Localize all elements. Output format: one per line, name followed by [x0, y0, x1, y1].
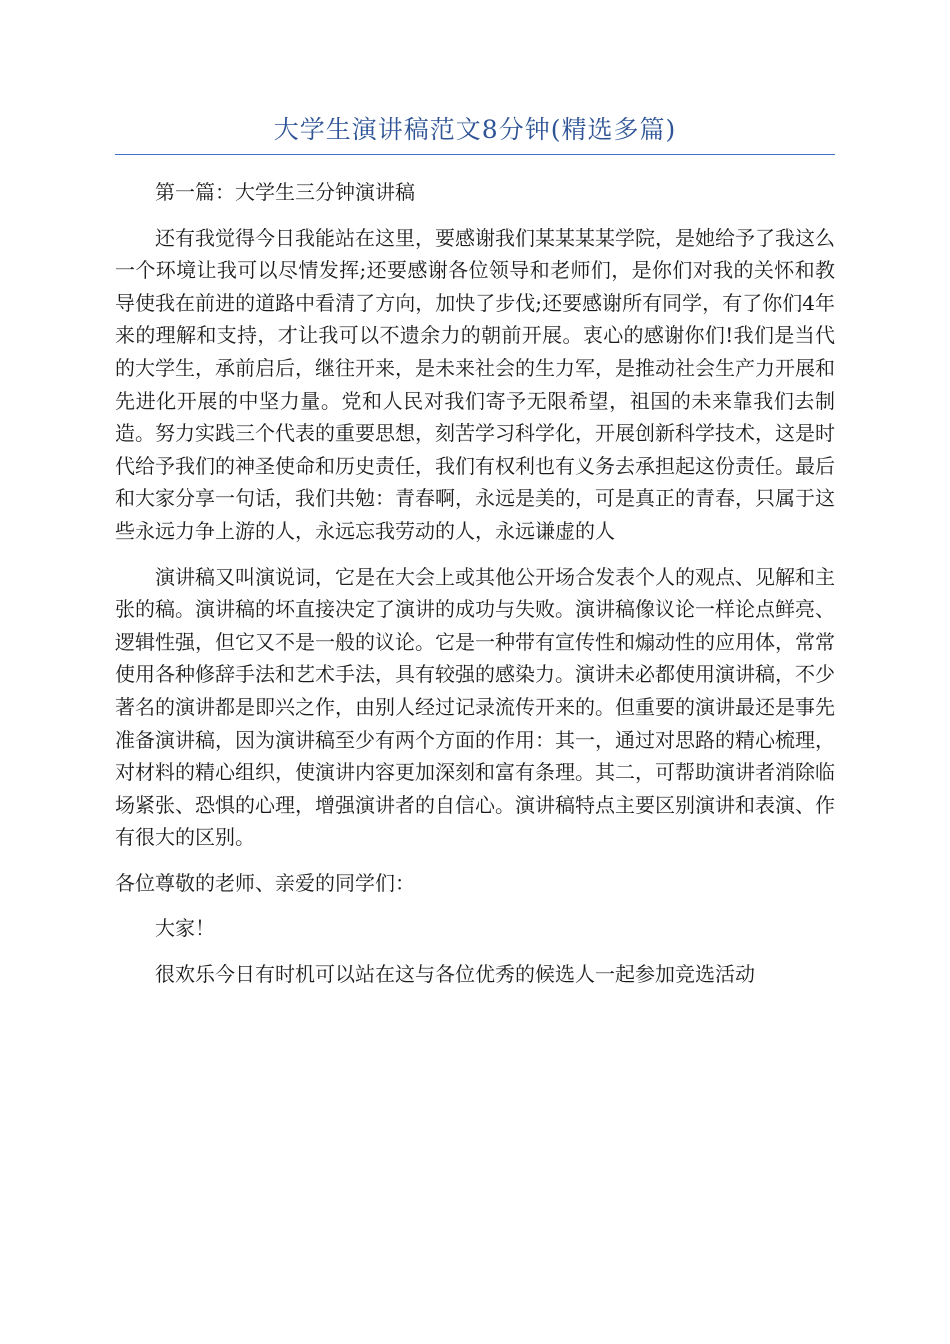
document-title: 大学生演讲稿范文8分钟(精选多篇)	[273, 115, 677, 144]
body-paragraph: 演讲稿又叫演说词，它是在大会上或其他公开场合发表个人的观点、见解和主张的稿。演讲稿的坏直接决定了演讲的成功与失败。演讲稿像议论一样论点鲜亮、逻辑性强，但它又不是一般的议论。它是一种带有宣传性和煽动性的应用体，常常使用各种修辞手法和艺术手法，具有较强的感染力。演讲未必都使用演讲稿，不少著名的演讲都是即兴之作，由别人经过记录流传开来的。但重要的演讲最还是事先准备演讲稿，因为演讲稿至少有两个方面的作用：其一，通过对思路的精心梳理，对材料的精心组织，使演讲内容更加深刻和富有条理。其二，可帮助演讲者消除临场紧张、恐惧的心理，增强演讲者的自信心。演讲稿特点主要区别演讲和表演、作有很大的区别。	[115, 564, 835, 850]
body-paragraph: 还有我觉得今日我能站在这里，要感谢我们某某某某学院，是她给予了我这么一个环境让我可以尽情发挥;还要感谢各位领导和老师们，是你们对我的关怀和教导使我在前进的道路中看清了方向，加快了步伐;还要感谢所有同学，有了你们4年来的理解和支持，才让我可以不遗余力的朝前开展。衷心的感谢你们!我们是当代的大学生，承前启后，继往开来，是未来社会的生力军，是推动社会生产力开展和先进化开展的中坚力量。党和人民对我们寄予无限希望，祖国的未来靠我们去制造。努力实践三个代表的重要思想，刻苦学习科学化，开展创新科学技术，这是时代给予我们的神圣使命和历史责任，我们有权利也有义务去承担起这份责任。最后和大家分享一句话，我们共勉：青春啊，永远是美的，可是真正的青春，只属于这些永远力争上游的人，永远忘我劳动的人，永远谦虚的人	[115, 225, 835, 543]
salutation: 各位尊敬的老师、亲爱的同学们：	[115, 870, 415, 895]
greeting: 大家！	[155, 916, 215, 941]
document-body	[115, 176, 835, 1004]
section-heading: 第一篇：大学生三分钟演讲稿	[155, 180, 415, 204]
body-paragraph: 很欢乐今日有时机可以站在这与各位优秀的候选人一起参加竞选活动	[155, 962, 755, 987]
title-underline	[115, 154, 835, 155]
